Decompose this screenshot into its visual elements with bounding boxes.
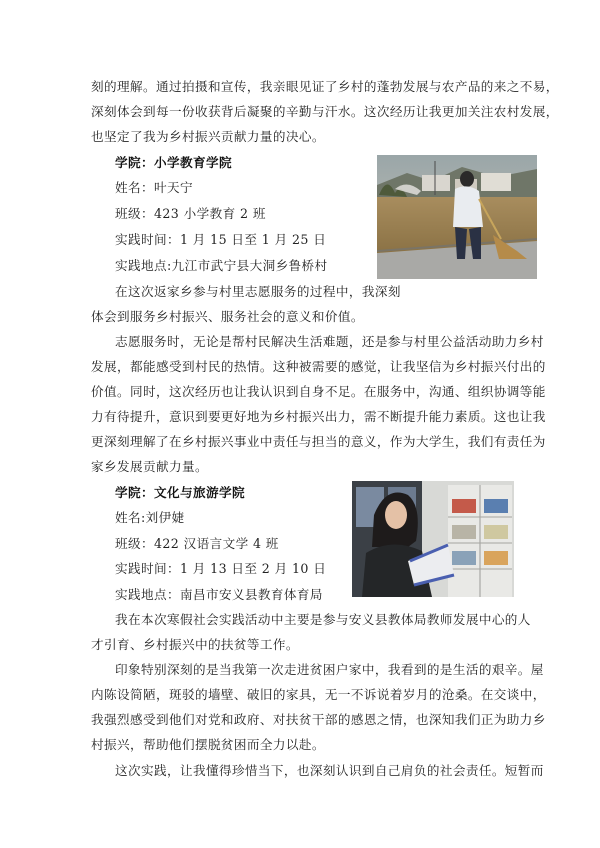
section2-class: 班级：422 汉语言文学 4 班 — [115, 536, 279, 551]
photo-reading-library — [352, 481, 514, 597]
section2-name: 姓名:刘伊婕 — [115, 510, 185, 525]
section2-para2-line4: 村振兴，帮助他们摆脱贫困而全力以赴。 — [91, 737, 325, 752]
section2-time: 实践时间：1 月 13 日至 2 月 10 日 — [115, 561, 327, 576]
intro-line-2: 深刻体会到每一份收获背后凝聚的辛勤与汗水。这次经历让我更加关注农村发展， — [91, 104, 559, 119]
section2-para2-line2: 内陈设简陋，斑驳的墙壁、破旧的家具，无一不诉说着岁月的沧桑。在交谈中， — [91, 687, 546, 702]
section1-para2-line4: 力有待提升，意识到要更好地为乡村振兴出力，需不断提升能力素质。这也让我 — [91, 409, 546, 424]
section1-para2-line3: 价值。同时，这次经历也让我认识到自身不足。在服务中，沟通、组织协调等能 — [91, 384, 546, 399]
intro-line-1: 刻的理解。通过拍摄和宣传，我亲眼见证了乡村的蓬勃发展与农产品的来之不易， — [91, 79, 559, 94]
section1-class: 班级：423 小学教育 2 班 — [115, 206, 266, 221]
section2-para1-line1: 我在本次寒假社会实践活动中主要是参与安义县教体局教师发展中心的人 — [115, 612, 531, 627]
section1-name: 姓名：叶天宁 — [115, 180, 193, 195]
section1-para1-line1: 在这次返家乡参与村里志愿服务的过程中，我深刻 — [115, 284, 401, 299]
section1-para1-line2: 体会到服务乡村振兴、服务社会的意义和价值。 — [91, 309, 364, 324]
section2-para2-line3: 我强烈感受到他们对党和政府、对扶贫干部的感恩之情，也深知我们正为助力乡 — [91, 712, 546, 727]
section1-para2-line1: 志愿服务时，无论是帮村民解决生活难题，还是参与村里公益活动助力乡村 — [115, 334, 544, 349]
section1-para2-line5: 更深刻理解了在乡村振兴事业中责任与担当的意义，作为大学生，我们有责任为 — [91, 434, 546, 449]
section1-para2-line2: 发展，都能感受到村民的热情。这种被需要的感觉，让我坚信为乡村振兴付出的 — [91, 359, 546, 374]
section1-time: 实践时间：1 月 15 日至 1 月 25 日 — [115, 232, 327, 247]
section2-para3-line1: 这次实践，让我懂得珍惜当下，也深刻认识到自己肩负的社会责任。短暂而 — [115, 763, 544, 778]
section1-place: 实践地点:九江市武宁县大洞乡鲁桥村 — [115, 258, 328, 273]
section2-para2-line1: 印象特别深刻的是当我第一次走进贫困户家中，我看到的是生活的艰辛。屋 — [115, 662, 544, 677]
section2-heading: 学院：文化与旅游学院 — [115, 485, 245, 500]
section2-para1-line2: 才引育、乡村振兴中的扶贫等工作。 — [91, 637, 299, 652]
section1-heading: 学院：小学教育学院 — [115, 155, 232, 170]
photo-sweeping-village — [377, 155, 537, 279]
section1-para2-line6: 家乡发展贡献力量。 — [91, 459, 208, 474]
intro-line-3: 也坚定了我为乡村振兴贡献力量的决心。 — [91, 129, 325, 144]
section2-place: 实践地点：南昌市安义县教育体育局 — [115, 587, 323, 602]
